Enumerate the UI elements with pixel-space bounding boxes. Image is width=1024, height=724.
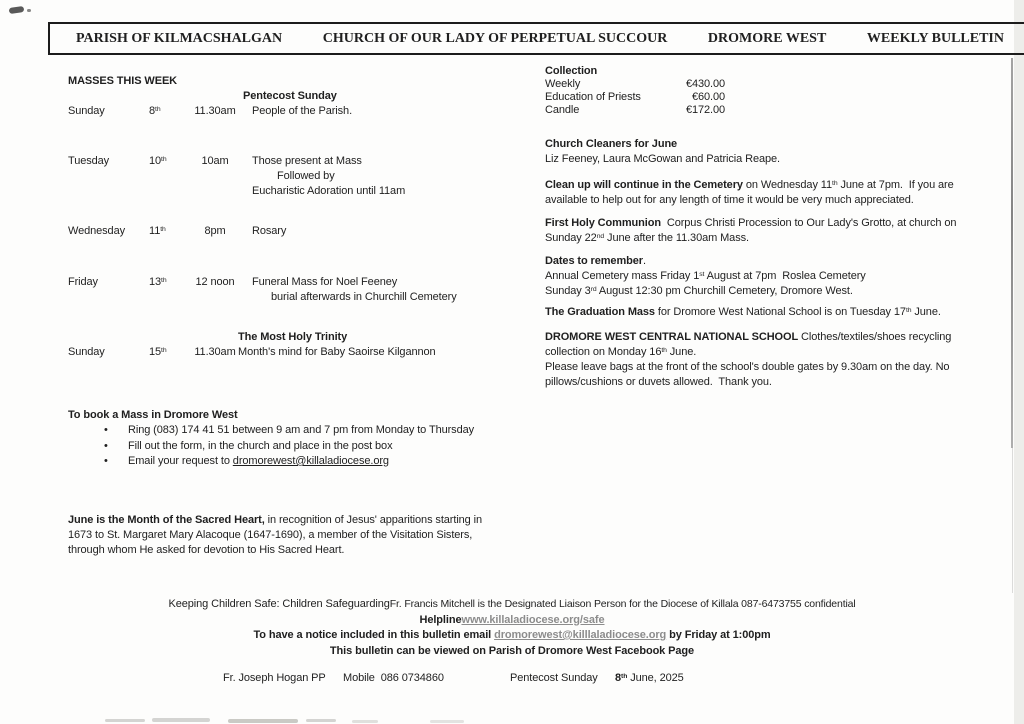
book-mass-section (68, 408, 514, 470)
collection-label: Education of Priests (545, 91, 641, 103)
notice-graduation-mass: The Graduation Mass for Dromore West National School is on Tuesday 17th June. (545, 306, 941, 318)
mass-row (68, 104, 514, 119)
scan-artifact-vertical-line (1011, 58, 1013, 448)
mass-day: Tuesday (68, 155, 110, 167)
bullet-icon: • (104, 439, 108, 452)
scan-artifact-top-left (9, 6, 25, 14)
helpline-line: Helplinewww.killaladiocese.org/safe (419, 613, 605, 626)
collection-amount: €430.00 (685, 78, 725, 90)
scan-artifact-bottom (152, 718, 210, 722)
mass-day: Wednesday (68, 225, 125, 237)
book-mass-item-text: Email your request to dromorewest@killaladiocese.org (128, 455, 389, 467)
mass-time: 10am (201, 155, 229, 167)
mass-day: Sunday (68, 105, 105, 117)
header-location: DROMORE WEST (707, 31, 827, 46)
book-mass-item (68, 439, 514, 455)
mass-schedule-section (68, 74, 514, 360)
book-mass-item (68, 423, 514, 439)
mass-day: Friday (68, 276, 98, 288)
bullet-icon: • (104, 455, 108, 467)
collection-row (545, 78, 725, 91)
bullet-icon: • (104, 424, 108, 436)
scan-artifact-bottom (430, 720, 464, 723)
bulletin-date: 8th June, 2025 (615, 672, 684, 684)
mass-date: 11th (149, 225, 166, 237)
scan-artifact-bottom (228, 719, 298, 723)
notice-cemetery-cleanup: Clean up will continue in the Cemetery on Wednesday 11th June at 7pm. If you are available to help out for any length of time it would be very much appreciated. (545, 179, 957, 206)
collection-row (545, 91, 725, 104)
sacred-heart-paragraph: June is the Month of the Sacred Heart, in recognition of Jesus' apparitions starting in 1673 to St. Margaret Mary Alacoque (1647-1690), a member of the Visitation Sisters, through whom He asked for devotion to His Sacred Heart. (68, 513, 485, 556)
notice-first-holy-communion: First Holy Communion Corpus Christi Procession to Our Lady's Grotto, at church on Sunday 22nd June after the 11.30am Mass. (545, 217, 960, 244)
scan-artifact-bottom (352, 720, 378, 723)
mass-intention: Those present at Mass Followed by Eucharistic Adoration until 11am (252, 155, 406, 197)
scan-artifact-top-left-dot (27, 9, 31, 12)
mass-time: 8pm (204, 225, 226, 237)
mass-schedule-title: MASSES THIS WEEK (68, 75, 178, 87)
mass-booking-email-link[interactable]: dromorewest@killaladiocese.org (232, 455, 389, 467)
collection-row (545, 104, 725, 117)
header-banner (48, 22, 1024, 55)
signature-row (0, 671, 1024, 687)
header-parish-name: PARISH OF KILMACSHALGAN (76, 31, 283, 46)
notice-school-recycling: DROMORE WEST CENTRAL NATIONAL SCHOOL Clothes/textiles/shoes recycling collection on Monday 16th June. Please leave bags at the front of the school's double gates by 9.30am on the day. No pillows/cushions or duvets allowed. Thank you. (545, 331, 955, 388)
bulletin-email-link[interactable]: dromorewest@killlaladiocese.org (494, 629, 667, 641)
scan-artifact-bottom (105, 719, 145, 722)
notice-submission-line: To have a notice included in this bulletin email dromorewest@killlaladiocese.org by Friday at 1:00pm (253, 629, 771, 641)
facebook-line: This bulletin can be viewed on Parish of Dromore West Facebook Page (329, 644, 695, 657)
header-bulletin-label: WEEKLY BULLETIN (866, 31, 1004, 46)
collection-amount: €60.00 (691, 91, 725, 103)
scan-artifact-bottom (306, 719, 336, 722)
priest-name: Fr. Joseph Hogan PP (223, 672, 326, 684)
safeguarding-line: Keeping Children Safe: Children SafeguardingFr. Francis Mitchell is the Designated Liaison Person for the Diocese of Killala 087-6473755 confidential (168, 598, 856, 610)
mass-time: 11.30am (194, 346, 236, 358)
header-church-name: CHURCH OF OUR LADY OF PERPETUAL SUCCOUR (322, 31, 668, 46)
priest-mobile: Mobile 086 0734860 (343, 672, 444, 684)
mass-date: 10th (149, 155, 167, 167)
left-column (68, 74, 514, 558)
collection-section (545, 65, 965, 117)
footer-section (0, 597, 1024, 659)
mass-feast-heading: Pentecost Sunday (243, 90, 337, 102)
mass-time: 12 noon (195, 276, 235, 288)
mass-day: Sunday (68, 346, 105, 358)
scan-artifact-vertical-line-faint (1012, 448, 1013, 593)
mass-row (68, 345, 514, 360)
mass-intention: Month's mind for Baby Saoirse Kilgannon (238, 346, 436, 358)
collection-label: Candle (545, 104, 580, 116)
collection-amount: €172.00 (685, 104, 725, 116)
mass-intention: Funeral Mass for Noel Feeney burial afterwards in Churchill Cemetery (252, 276, 457, 303)
mass-time: 11.30am (194, 105, 236, 117)
book-mass-item (68, 454, 514, 470)
mass-row (68, 224, 514, 239)
safeguarding-helpline-link[interactable]: www.killaladiocese.org/safe (461, 613, 605, 626)
mass-row (68, 154, 514, 199)
collection-label: Weekly (545, 78, 581, 90)
notice-dates-to-remember: Dates to remember. Annual Cemetery mass Friday 1st August at 7pm Roslea Cemetery Sunday 3rd August 12:30 pm Churchill Cemetery, Dromore West. (545, 255, 866, 297)
notice-church-cleaners: Church Cleaners for June Liz Feeney, Laura McGowan and Patricia Reape. (545, 138, 780, 165)
collection-title: Collection (545, 65, 598, 77)
book-mass-item-text: Ring (083) 174 41 51 between 9 am and 7 pm from Monday to Thursday (128, 424, 475, 436)
book-mass-item-text: Fill out the form, in the church and place in the post box (128, 439, 393, 452)
mass-row (68, 275, 514, 305)
mass-date: 15th (149, 346, 167, 358)
mass-intention: Rosary (252, 225, 287, 237)
book-mass-title: To book a Mass in Dromore West (68, 409, 238, 421)
occasion-label: Pentecost Sunday (510, 672, 598, 684)
mass-date: 13th (149, 276, 167, 288)
mass-date: 8th (149, 105, 161, 117)
right-column (545, 65, 965, 390)
mass-intention: People of the Parish. (252, 105, 353, 117)
mass-feast-heading: The Most Holy Trinity (238, 331, 348, 343)
